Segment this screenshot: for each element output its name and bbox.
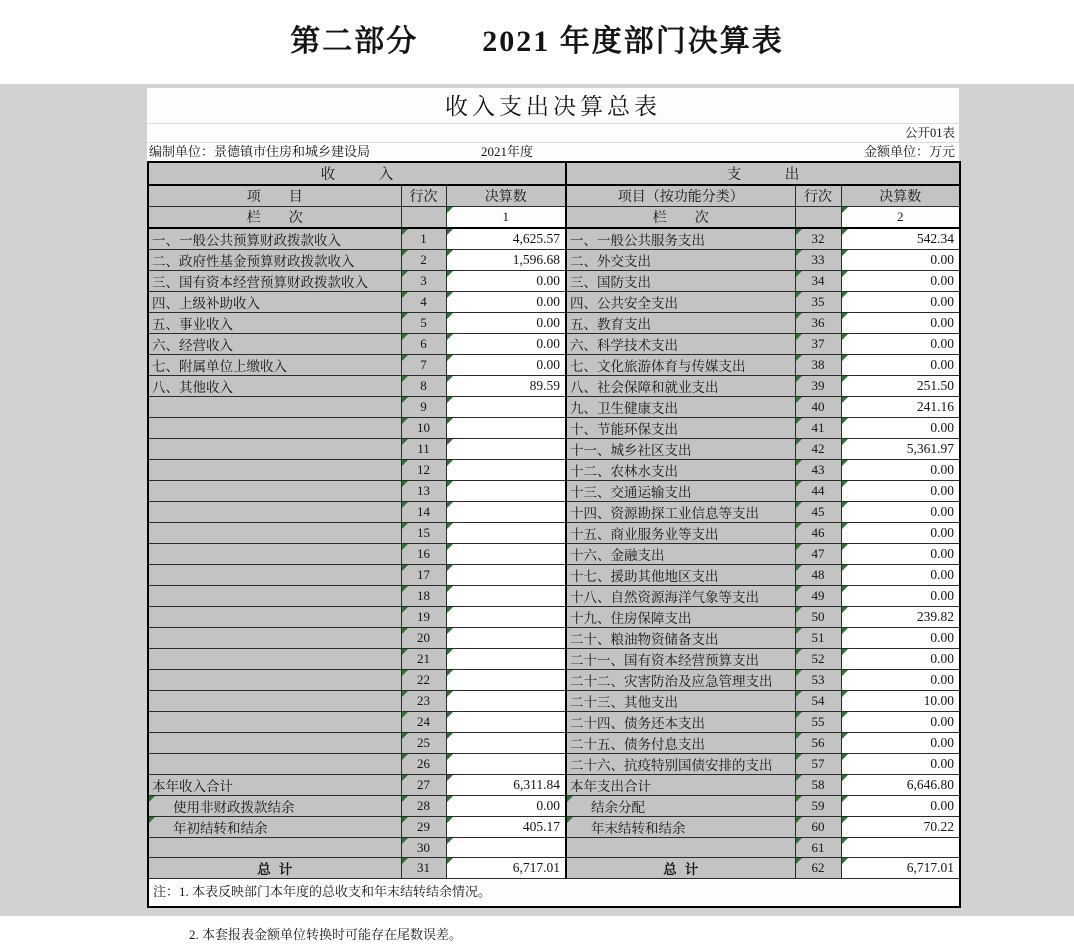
income-index-blank [401, 207, 446, 229]
income-item-cell [148, 481, 401, 502]
expenditure-line-number-cell: 35 [795, 292, 841, 313]
income-item-cell [148, 439, 401, 460]
expenditure-amount-cell: 0.00 [841, 250, 960, 271]
expenditure-item-cell: 二十五、债务付息支出 [566, 733, 795, 754]
expenditure-amount-cell: 542.34 [841, 228, 960, 250]
expenditure-line-number-cell: 40 [795, 397, 841, 418]
income-line-number-cell: 3 [401, 271, 446, 292]
expenditure-item-cell: 二十、粮油物资储备支出 [566, 628, 795, 649]
income-line-number-cell: 11 [401, 439, 446, 460]
expenditure-item-cell: 二十六、抗疫特别国债安排的支出 [566, 754, 795, 775]
section-header-row [148, 162, 960, 185]
income-amount-header: 决算数 [446, 185, 566, 207]
income-amount-cell: 405.17 [446, 817, 566, 838]
table-row [148, 586, 960, 607]
expenditure-index-value: 2 [841, 207, 960, 229]
income-item-cell [148, 754, 401, 775]
expenditure-amount-cell: 0.00 [841, 649, 960, 670]
expenditure-amount-cell: 6,646.80 [841, 775, 960, 796]
income-item-header: 项 目 [148, 185, 401, 207]
income-line-number-cell: 16 [401, 544, 446, 565]
income-item-cell: 本年收入合计 [148, 775, 401, 796]
expenditure-item-cell: 二十三、其他支出 [566, 691, 795, 712]
income-item-cell [148, 397, 401, 418]
income-amount-cell: 0.00 [446, 334, 566, 355]
income-index-label: 栏 次 [148, 207, 401, 229]
expenditure-amount-cell: 0.00 [841, 271, 960, 292]
expenditure-item-cell: 九、卫生健康支出 [566, 397, 795, 418]
table-row [148, 397, 960, 418]
income-line-number-cell: 27 [401, 775, 446, 796]
expenditure-item-cell: 二十二、灾害防治及应急管理支出 [566, 670, 795, 691]
table-row [148, 775, 960, 796]
expenditure-amount-cell: 0.00 [841, 502, 960, 523]
table-row [148, 544, 960, 565]
income-line-number-cell: 14 [401, 502, 446, 523]
income-item-cell: 使用非财政拨款结余 [148, 796, 401, 817]
table-row [148, 796, 960, 817]
table-row [148, 733, 960, 754]
income-line-number-cell: 25 [401, 733, 446, 754]
expenditure-amount-cell: 251.50 [841, 376, 960, 397]
expenditure-item-cell: 四、公共安全支出 [566, 292, 795, 313]
expenditure-amount-cell: 0.00 [841, 544, 960, 565]
expenditure-amount-cell: 0.00 [841, 670, 960, 691]
income-item-cell [148, 565, 401, 586]
income-amount-cell [446, 481, 566, 502]
expenditure-line-number-cell: 39 [795, 376, 841, 397]
income-item-cell [148, 691, 401, 712]
expenditure-amount-cell: 10.00 [841, 691, 960, 712]
summary-table [147, 161, 961, 908]
income-line-number-cell: 10 [401, 418, 446, 439]
expenditure-item-cell: 十六、金融支出 [566, 544, 795, 565]
income-amount-cell [446, 628, 566, 649]
income-amount-cell [446, 565, 566, 586]
part-title: 第二部分 2021 年度部门决算表 [290, 25, 784, 58]
expenditure-line-number-cell: 34 [795, 271, 841, 292]
expenditure-amount-cell: 0.00 [841, 754, 960, 775]
expenditure-line-number-cell: 42 [795, 439, 841, 460]
income-amount-cell: 0.00 [446, 313, 566, 334]
expenditure-line-number-cell: 62 [795, 858, 841, 879]
income-amount-cell [446, 649, 566, 670]
expenditure-item-cell: 本年支出合计 [566, 775, 795, 796]
income-amount-cell: 1,596.68 [446, 250, 566, 271]
fiscal-year-label: 2021年度 [480, 144, 533, 159]
expenditure-amount-cell: 0.00 [841, 460, 960, 481]
income-amount-cell [446, 586, 566, 607]
income-amount-cell: 0.00 [446, 796, 566, 817]
table-row [148, 754, 960, 775]
expenditure-amount-cell: 241.16 [841, 397, 960, 418]
expenditure-line-number-cell: 33 [795, 250, 841, 271]
income-item-cell [148, 649, 401, 670]
footnote-2: 2. 本套报表金额单位转换时可能存在尾数误差。 [189, 927, 463, 942]
expenditure-amount-cell: 0.00 [841, 334, 960, 355]
column-header-row [148, 185, 960, 207]
income-line-number-cell: 31 [401, 858, 446, 879]
expenditure-amount-cell [841, 838, 960, 858]
expenditure-line-number-cell: 56 [795, 733, 841, 754]
table-row [148, 607, 960, 628]
expenditure-amount-cell: 0.00 [841, 523, 960, 544]
income-amount-cell: 0.00 [446, 355, 566, 376]
expenditure-amount-cell: 0.00 [841, 712, 960, 733]
expenditure-item-cell: 二、外交支出 [566, 250, 795, 271]
expenditure-item-cell: 十七、援助其他地区支出 [566, 565, 795, 586]
table-row [148, 628, 960, 649]
table-row [148, 271, 960, 292]
expenditure-line-number-cell: 51 [795, 628, 841, 649]
income-item-cell [148, 586, 401, 607]
expenditure-item-cell: 十八、自然资源海洋气象等支出 [566, 586, 795, 607]
income-amount-cell [446, 670, 566, 691]
expenditure-line-header: 行次 [795, 185, 841, 207]
expenditure-line-number-cell: 55 [795, 712, 841, 733]
expenditure-item-cell: 十一、城乡社区支出 [566, 439, 795, 460]
income-amount-cell [446, 544, 566, 565]
income-amount-cell: 89.59 [446, 376, 566, 397]
expenditure-line-number-cell: 36 [795, 313, 841, 334]
expenditure-amount-cell: 0.00 [841, 418, 960, 439]
sheet-title: 收入支出决算总表 [147, 88, 959, 124]
expenditure-item-cell: 二十一、国有资本经营预算支出 [566, 649, 795, 670]
income-line-header: 行次 [401, 185, 446, 207]
meta-row [147, 143, 959, 161]
income-item-cell: 四、上级补助收入 [148, 292, 401, 313]
income-amount-cell [446, 397, 566, 418]
expenditure-line-number-cell: 45 [795, 502, 841, 523]
expenditure-section-header: 支 出 [566, 162, 960, 185]
table-row [148, 250, 960, 271]
expenditure-item-cell: 年末结转和结余 [566, 817, 795, 838]
income-item-cell [148, 733, 401, 754]
income-line-number-cell: 2 [401, 250, 446, 271]
income-item-cell [148, 460, 401, 481]
expenditure-line-number-cell: 37 [795, 334, 841, 355]
column-index-row [148, 207, 960, 229]
income-item-cell: 八、其他收入 [148, 376, 401, 397]
expenditure-index-blank [795, 207, 841, 229]
income-item-cell: 七、附属单位上缴收入 [148, 355, 401, 376]
expenditure-item-cell: 十、节能环保支出 [566, 418, 795, 439]
expenditure-item-header: 项目（按功能分类） [566, 185, 795, 207]
expenditure-amount-header: 决算数 [841, 185, 960, 207]
income-amount-cell: 4,625.57 [446, 228, 566, 250]
income-line-number-cell: 26 [401, 754, 446, 775]
expenditure-line-number-cell: 58 [795, 775, 841, 796]
table-row [148, 292, 960, 313]
table-row [148, 858, 960, 879]
expenditure-line-number-cell: 43 [795, 460, 841, 481]
income-line-number-cell: 23 [401, 691, 446, 712]
income-item-cell [148, 523, 401, 544]
compiling-unit-label: 编制单位：景德镇市住房和城乡建设局 [149, 144, 371, 159]
income-line-number-cell: 13 [401, 481, 446, 502]
income-item-cell: 六、经营收入 [148, 334, 401, 355]
expenditure-item-cell: 总计 [566, 858, 795, 879]
table-note-row [148, 879, 960, 908]
expenditure-line-number-cell: 41 [795, 418, 841, 439]
table-row [148, 817, 960, 838]
expenditure-item-cell: 十三、交通运输支出 [566, 481, 795, 502]
income-amount-cell: 6,311.84 [446, 775, 566, 796]
expenditure-item-cell: 结余分配 [566, 796, 795, 817]
income-line-number-cell: 21 [401, 649, 446, 670]
doc-number-label: 公开01表 [147, 124, 959, 143]
expenditure-amount-cell: 0.00 [841, 733, 960, 754]
income-line-number-cell: 29 [401, 817, 446, 838]
table-row [148, 228, 960, 250]
income-item-cell: 总计 [148, 858, 401, 879]
expenditure-amount-cell: 70.22 [841, 817, 960, 838]
table-row [148, 334, 960, 355]
table-row [148, 523, 960, 544]
expenditure-item-cell: 二十四、债务还本支出 [566, 712, 795, 733]
income-index-value: 1 [446, 207, 566, 229]
income-item-cell: 二、政府性基金预算财政拨款收入 [148, 250, 401, 271]
income-item-cell [148, 712, 401, 733]
income-item-cell [148, 838, 401, 858]
income-item-cell [148, 628, 401, 649]
income-item-cell [148, 670, 401, 691]
expenditure-amount-cell: 0.00 [841, 313, 960, 334]
table-row [148, 460, 960, 481]
expenditure-line-number-cell: 59 [795, 796, 841, 817]
income-line-number-cell: 1 [401, 228, 446, 250]
expenditure-item-cell: 八、社会保障和就业支出 [566, 376, 795, 397]
income-line-number-cell: 6 [401, 334, 446, 355]
expenditure-line-number-cell: 54 [795, 691, 841, 712]
expenditure-line-number-cell: 44 [795, 481, 841, 502]
table-row [148, 502, 960, 523]
table-row [148, 649, 960, 670]
expenditure-item-cell: 十二、农林水支出 [566, 460, 795, 481]
income-amount-cell [446, 607, 566, 628]
income-item-cell [148, 502, 401, 523]
table-row [148, 565, 960, 586]
expenditure-line-number-cell: 46 [795, 523, 841, 544]
table-row [148, 439, 960, 460]
income-line-number-cell: 4 [401, 292, 446, 313]
income-line-number-cell: 24 [401, 712, 446, 733]
amount-unit-label: 金额单位：万元 [863, 144, 955, 159]
expenditure-line-number-cell: 50 [795, 607, 841, 628]
expenditure-amount-cell: 239.82 [841, 607, 960, 628]
expenditure-amount-cell: 0.00 [841, 586, 960, 607]
expenditure-line-number-cell: 53 [795, 670, 841, 691]
income-item-cell: 三、国有资本经营预算财政拨款收入 [148, 271, 401, 292]
table-row [148, 838, 960, 858]
expenditure-index-label: 栏 次 [566, 207, 795, 229]
expenditure-amount-cell: 0.00 [841, 565, 960, 586]
income-item-cell [148, 607, 401, 628]
expenditure-amount-cell: 0.00 [841, 355, 960, 376]
income-line-number-cell: 5 [401, 313, 446, 334]
income-amount-cell: 6,717.01 [446, 858, 566, 879]
expenditure-amount-cell: 0.00 [841, 292, 960, 313]
income-item-cell: 五、事业收入 [148, 313, 401, 334]
expenditure-line-number-cell: 60 [795, 817, 841, 838]
expenditure-line-number-cell: 38 [795, 355, 841, 376]
table-row [148, 691, 960, 712]
income-line-number-cell: 19 [401, 607, 446, 628]
table-row [148, 481, 960, 502]
expenditure-amount-cell: 0.00 [841, 481, 960, 502]
table-row [148, 670, 960, 691]
income-line-number-cell: 17 [401, 565, 446, 586]
table-row [148, 313, 960, 334]
income-item-cell [148, 418, 401, 439]
income-line-number-cell: 9 [401, 397, 446, 418]
expenditure-amount-cell: 0.00 [841, 796, 960, 817]
expenditure-line-number-cell: 48 [795, 565, 841, 586]
income-item-cell: 一、一般公共预算财政拨款收入 [148, 228, 401, 250]
income-line-number-cell: 28 [401, 796, 446, 817]
income-line-number-cell: 22 [401, 670, 446, 691]
income-line-number-cell: 7 [401, 355, 446, 376]
expenditure-amount-cell: 0.00 [841, 628, 960, 649]
income-amount-cell [446, 418, 566, 439]
income-amount-cell [446, 460, 566, 481]
expenditure-item-cell: 七、文化旅游体育与传媒支出 [566, 355, 795, 376]
table-row [148, 355, 960, 376]
income-section-header: 收 入 [148, 162, 566, 185]
expenditure-item-cell [566, 838, 795, 858]
income-amount-cell [446, 439, 566, 460]
expenditure-item-cell: 六、科学技术支出 [566, 334, 795, 355]
income-line-number-cell: 30 [401, 838, 446, 858]
expenditure-line-number-cell: 47 [795, 544, 841, 565]
sheet [147, 88, 959, 942]
expenditure-item-cell: 五、教育支出 [566, 313, 795, 334]
income-amount-cell [446, 754, 566, 775]
table-row [148, 712, 960, 733]
expenditure-item-cell: 一、一般公共服务支出 [566, 228, 795, 250]
expenditure-line-number-cell: 32 [795, 228, 841, 250]
income-line-number-cell: 20 [401, 628, 446, 649]
expenditure-amount-cell: 5,361.97 [841, 439, 960, 460]
income-line-number-cell: 8 [401, 376, 446, 397]
table-row [148, 376, 960, 397]
income-amount-cell: 0.00 [446, 271, 566, 292]
expenditure-line-number-cell: 57 [795, 754, 841, 775]
income-amount-cell: 0.00 [446, 292, 566, 313]
income-amount-cell [446, 838, 566, 858]
expenditure-item-cell: 十四、资源勘探工业信息等支出 [566, 502, 795, 523]
income-amount-cell [446, 733, 566, 754]
expenditure-line-number-cell: 49 [795, 586, 841, 607]
footnote-1: 注：1. 本表反映部门本年度的总收支和年末结转结余情况。 [148, 879, 960, 908]
income-line-number-cell: 12 [401, 460, 446, 481]
income-item-cell: 年初结转和结余 [148, 817, 401, 838]
income-line-number-cell: 15 [401, 523, 446, 544]
income-line-number-cell: 18 [401, 586, 446, 607]
income-item-cell [148, 544, 401, 565]
expenditure-line-number-cell: 52 [795, 649, 841, 670]
expenditure-item-cell: 十五、商业服务业等支出 [566, 523, 795, 544]
income-amount-cell [446, 712, 566, 733]
table-row [148, 418, 960, 439]
income-amount-cell [446, 523, 566, 544]
table-body [148, 228, 960, 879]
expenditure-item-cell: 十九、住房保障支出 [566, 607, 795, 628]
income-amount-cell [446, 691, 566, 712]
expenditure-amount-cell: 6,717.01 [841, 858, 960, 879]
expenditure-line-number-cell: 61 [795, 838, 841, 858]
income-amount-cell [446, 502, 566, 523]
expenditure-item-cell: 三、国防支出 [566, 271, 795, 292]
